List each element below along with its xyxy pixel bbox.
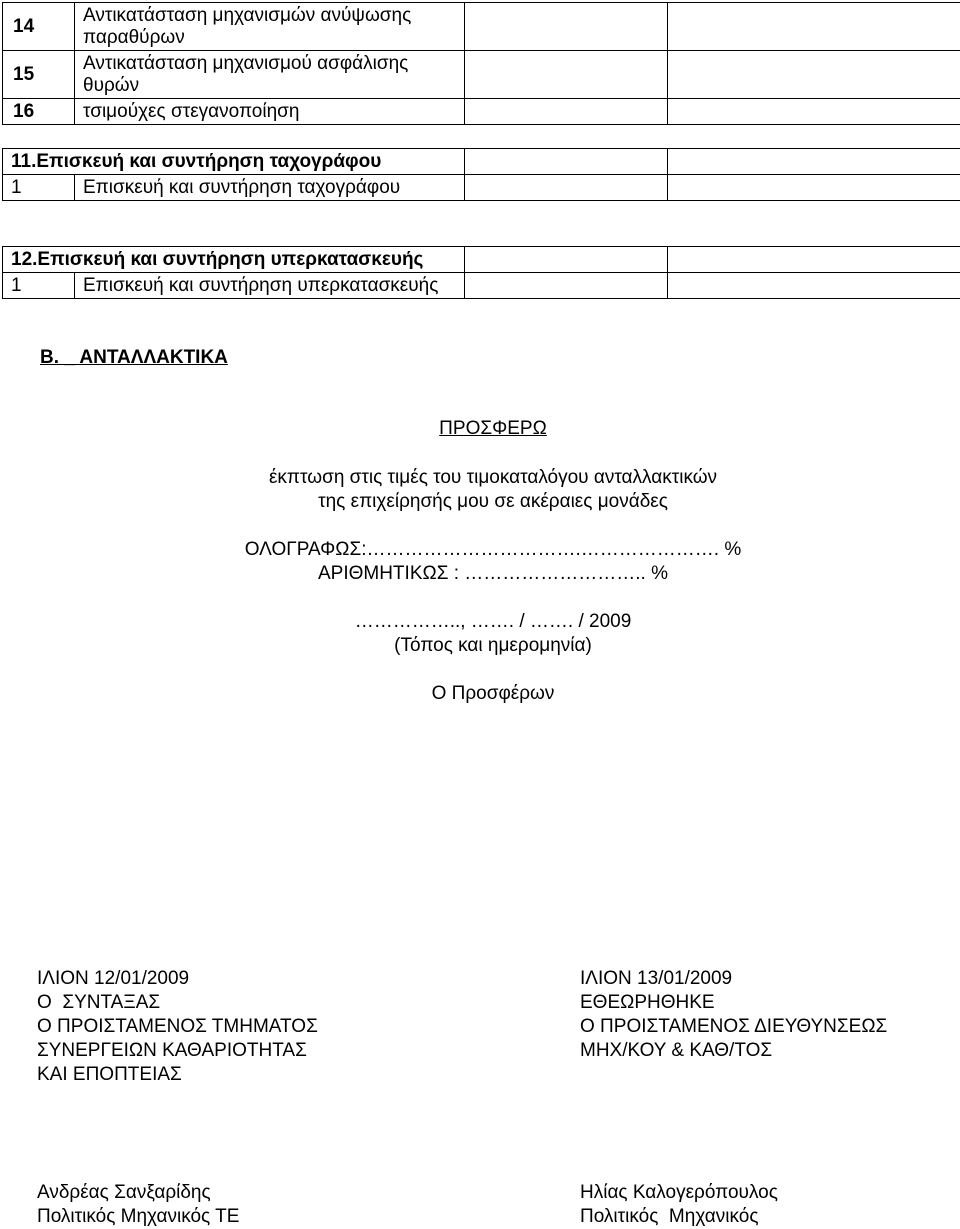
empty-cell	[465, 149, 668, 175]
signature-right-profession: Πολιτικός Μηχανικός	[580, 1205, 778, 1229]
signature-left-profession: Πολιτικός Μηχανικός ΤΕ	[37, 1205, 239, 1229]
empty-cell	[668, 247, 960, 273]
signature-left-name: Ανδρέας Σανξαρίδης	[37, 1181, 239, 1205]
table-row	[3, 51, 960, 99]
empty-cell	[465, 175, 668, 201]
signature-right-role: ΕΘΕΩΡΗΘΗΚΕ	[580, 991, 887, 1015]
empty-cell	[668, 149, 960, 175]
signature-right-title1: Ο ΠΡΟΙΣΤΑΜΕΝΟΣ ΔΙΕΥΘΥΝΣΕΩΣ	[580, 1015, 887, 1039]
empty-cell	[465, 99, 668, 125]
signature-left-title2: ΣΥΝΕΡΓΕΙΩΝ ΚΑΘΑΡΙΟΤΗΤΑΣ	[37, 1039, 318, 1063]
signature-left-date: ΙΛΙΟΝ 12/01/2009	[37, 967, 318, 991]
row-number: 16	[3, 99, 75, 125]
table-section-row	[3, 247, 960, 273]
empty-cell	[668, 99, 960, 125]
signature-right	[580, 967, 887, 1063]
superstructure-table	[2, 246, 960, 299]
offer-title: ΠΡΟΣΦΕΡΩ	[0, 418, 960, 440]
table-section-row	[3, 149, 960, 175]
offer-line1: έκπτωση στις τιμές του τιμοκαταλόγου ανταλλακτικών	[0, 467, 960, 489]
items-table-top	[2, 2, 960, 125]
section-heading: 12.Επισκευή και συντήρηση υπερκατασκευής	[3, 247, 465, 273]
section-b-title: Β. _ ΑΝΤΑΛΛΑΚΤΙΚΑ	[40, 347, 228, 369]
row-description: Επισκευή και συντήρηση ταχογράφου	[75, 175, 465, 201]
signature-right-date: ΙΛΙΟΝ 13/01/2009	[580, 967, 887, 991]
row-description	[75, 3, 465, 51]
empty-cell	[668, 51, 960, 99]
signature-left-title3: ΚΑΙ ΕΠΟΠΤΕΙΑΣ	[37, 1063, 318, 1087]
empty-cell	[668, 273, 960, 299]
table-row	[3, 3, 960, 51]
place-date-label: (Τόπος και ημερομηνία)	[0, 635, 960, 657]
empty-cell	[465, 3, 668, 51]
row-description: τσιμούχες στεγανοποίηση	[75, 99, 465, 125]
signature-left-signatory	[37, 1181, 239, 1229]
signature-left-title1: Ο ΠΡΟΙΣΤΑΜΕΝΟΣ ΤΜΗΜΑΤΟΣ	[37, 1015, 318, 1039]
section-heading: 11.Επισκευή και συντήρηση ταχογράφου	[3, 149, 465, 175]
bidder-label: Ο Προσφέρων	[0, 683, 960, 705]
empty-cell	[465, 247, 668, 273]
offer-line2: της επιχείρησής μου σε ακέραιες μονάδες	[0, 491, 960, 513]
offer-amount-words: ΟΛΟΓΡΑΦΩΣ:…………………………….…………………. %	[0, 539, 960, 561]
empty-cell	[668, 3, 960, 51]
table-row	[3, 99, 960, 125]
row-number: 14	[3, 3, 75, 51]
signature-left	[37, 967, 318, 1087]
row-description-line1: Αντικατάσταση μηχανισμού ασφάλισης	[83, 53, 464, 75]
table-row	[3, 175, 960, 201]
offer-amount-digits: ΑΡΙΘΜΗΤΙΚΩΣ : ……………………….. %	[0, 563, 960, 585]
row-description	[75, 51, 465, 99]
table-row	[3, 273, 960, 299]
row-number: 1	[3, 175, 75, 201]
empty-cell	[465, 273, 668, 299]
signature-right-name: Ηλίας Καλογερόπουλος	[580, 1181, 778, 1205]
tachograph-table	[2, 148, 960, 201]
row-description: Επισκευή και συντήρηση υπερκατασκευής	[75, 273, 465, 299]
row-description-line2: παραθύρων	[83, 27, 464, 49]
signature-left-role: Ο ΣΥΝΤΑΞΑΣ	[37, 991, 318, 1015]
date-line: …………….., ……. / ……. / 2009	[0, 611, 960, 633]
signature-right-signatory	[580, 1181, 778, 1229]
row-number: 15	[3, 51, 75, 99]
empty-cell	[668, 175, 960, 201]
signature-right-title2: ΜΗΧ/ΚΟΥ & ΚΑΘ/ΤΟΣ	[580, 1039, 887, 1063]
row-description-line2: θυρών	[83, 75, 464, 97]
row-description-line1: Αντικατάσταση μηχανισμών ανύψωσης	[83, 5, 464, 27]
empty-cell	[465, 51, 668, 99]
row-number: 1	[3, 273, 75, 299]
